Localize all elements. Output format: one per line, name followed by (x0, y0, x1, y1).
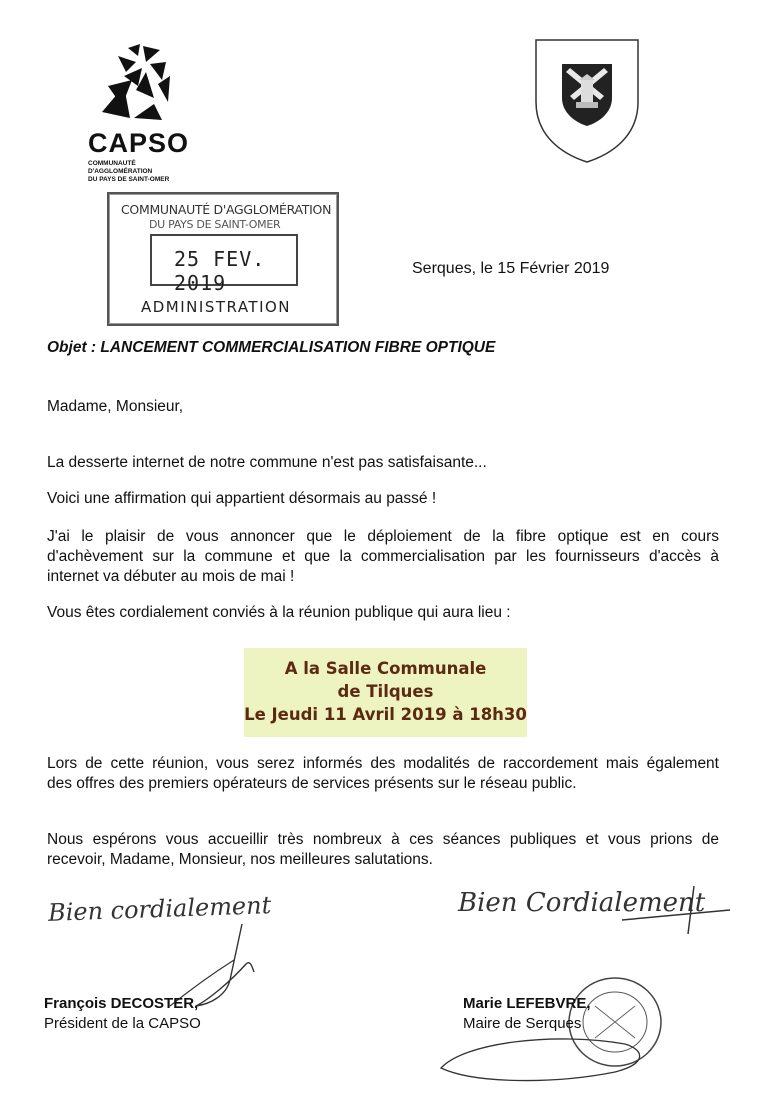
capso-logo-mark-icon (88, 42, 198, 124)
event-line3: Le Jeudi 11 Avril 2019 à 18h30 (244, 705, 527, 724)
event-details (244, 657, 527, 726)
place-date: Serques, le 15 Février 2019 (412, 260, 610, 277)
stamp-date-box (150, 234, 298, 295)
paragraph-3-line1: J'ai le plaisir de vous annoncer que le déploiement de la fibre optique est en cours (47, 528, 719, 545)
logo-subtitle-line2: DU PAYS DE SAINT-OMER (88, 176, 170, 183)
left-signatory (44, 994, 201, 1034)
letter-object: Objet : LANCEMENT COMMERCIALISATION FIBRE OPTIQUE (47, 339, 496, 356)
event-highlight-box (244, 648, 527, 737)
paragraph-5-line2: des offres des premiers opérateurs de services présents sur le réseau public. (47, 775, 577, 792)
right-handwritten-closing: Bien Cordialement (458, 888, 706, 918)
stamp-date: 25 FEV. 2019 (174, 247, 266, 295)
paragraph-6-line1: Nous espérons vous accueillir très nombreux à ces séances publiques et vous prions de (47, 831, 719, 848)
shield-windmill-icon (532, 36, 642, 164)
left-signatory-title: Président de la CAPSO (44, 1015, 201, 1032)
stamp-line2: DU PAYS DE SAINT-OMER (149, 218, 281, 231)
event-line1: A la Salle Communale (284, 659, 487, 678)
right-signatory-name: Marie LEFEBVRE, (463, 995, 591, 1012)
paragraph-1: La desserte internet de notre commune n'est pas satisfaisante... (47, 454, 487, 471)
reception-stamp (107, 192, 339, 326)
event-line2: de Tilques (337, 682, 434, 701)
left-signatory-name: François DECOSTER, (44, 995, 199, 1012)
logo-subtitle (88, 160, 198, 184)
capso-logo (88, 42, 198, 182)
stamp-line3: ADMINISTRATION (141, 298, 292, 316)
paragraph-2: Voici une affirmation qui appartient désormais au passé ! (47, 490, 437, 507)
paragraph-5-line1: Lors de cette réunion, vous serez informés des modalités de raccordement mais également (47, 755, 719, 772)
paragraph-5 (47, 754, 719, 794)
left-handwritten-closing: Bien cordialement (47, 891, 272, 927)
right-signatory (463, 994, 591, 1034)
stamp-line1: COMMUNAUTÉ D'AGGLOMÉRATION (121, 202, 332, 217)
paragraph-6-line2: recevoir, Madame, Monsieur, nos meilleures salutations. (47, 851, 433, 868)
coat-of-arms (532, 36, 642, 164)
right-signatory-title: Maire de Serques (463, 1015, 582, 1032)
right-signature-stroke-icon (620, 884, 740, 944)
paragraph-3-line3: internet va débuter au mois de mai ! (47, 568, 295, 585)
logo-subtitle-line1: COMMUNAUTÉ D'AGGLOMÉRATION (88, 160, 153, 175)
paragraph-6 (47, 830, 719, 870)
salutation: Madame, Monsieur, (47, 398, 184, 415)
logo-wordmark: CAPSO (88, 128, 190, 158)
paragraph-4: Vous êtes cordialement conviés à la réunion publique qui aura lieu : (47, 604, 511, 621)
paragraph-3-line2: d'achèvement sur la commune et que la commercialisation par les fournisseurs d'accès à (47, 548, 719, 565)
paragraph-3 (47, 527, 719, 587)
